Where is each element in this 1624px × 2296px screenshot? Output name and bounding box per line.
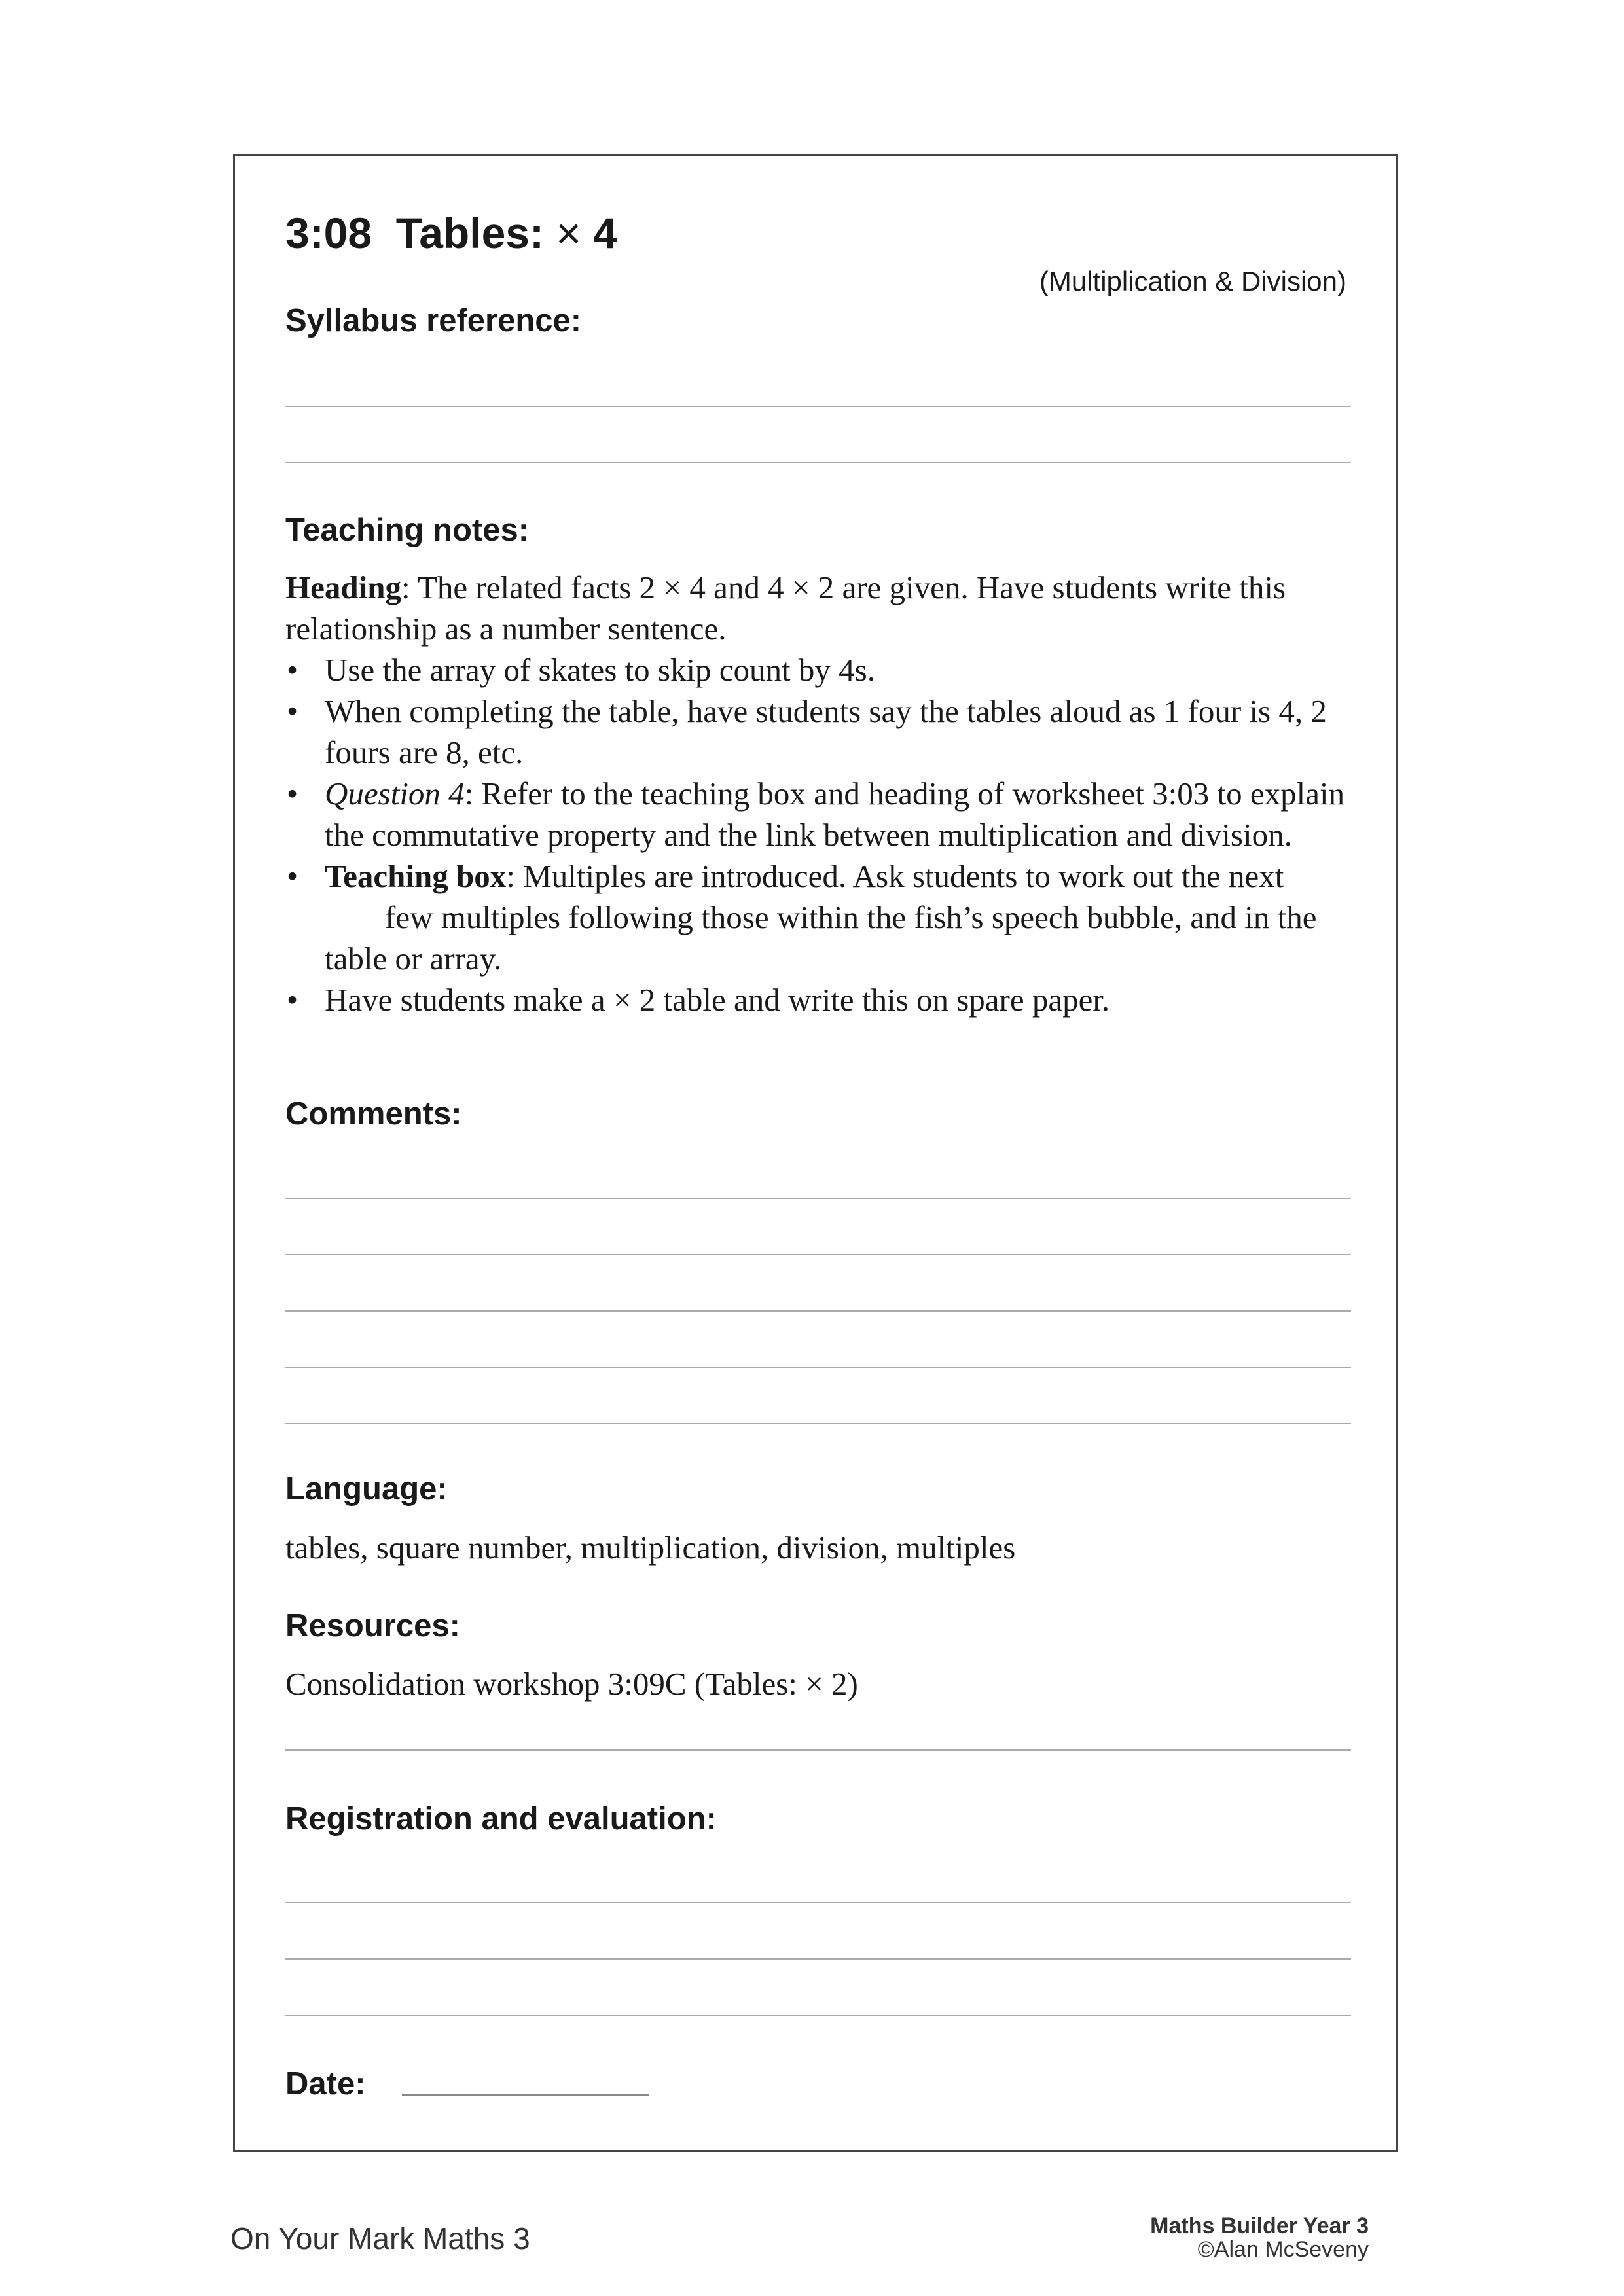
question-label: Question 4 xyxy=(325,776,465,812)
registration-line-3 xyxy=(285,2015,1351,2016)
footer-credit xyxy=(1150,2214,1369,2261)
syllabus-line-2 xyxy=(285,462,1351,463)
title-topic: Tables: xyxy=(395,209,544,257)
list-item xyxy=(285,649,1359,691)
bullet-text: : Multiples are introduced. Ask students to work out the next xyxy=(506,858,1284,894)
title-value: 4 xyxy=(593,209,617,257)
comments-line-4 xyxy=(285,1367,1351,1368)
page-title xyxy=(285,208,617,258)
bullet-text: : Refer to the teaching box and heading of worksheet 3:03 to explain the commutative property and the link between multiplication and division. xyxy=(325,776,1345,853)
bullet-text: few multiples following those within the fish’s speech bubble, and in the xyxy=(385,899,1317,935)
comments-line-5 xyxy=(285,1423,1351,1424)
comments-line-3 xyxy=(285,1310,1351,1312)
registration-line-2 xyxy=(285,1958,1351,1960)
resources-text: Consolidation workshop 3:09C (Tables: × 2) xyxy=(285,1666,858,1702)
bullet-text: Use the array of skates to skip count by 4s. xyxy=(325,652,875,688)
syllabus-heading: Syllabus reference: xyxy=(285,303,582,338)
strand-label: (Multiplication & Division) xyxy=(1039,266,1346,296)
footer-series: On Your Mark Maths 3 xyxy=(230,2221,530,2255)
bullet-text: table or array. xyxy=(325,941,502,977)
registration-heading: Registration and evaluation: xyxy=(285,1801,717,1837)
date-field-line xyxy=(402,2094,649,2096)
registration-line-1 xyxy=(285,1902,1351,1903)
title-number: 3:08 xyxy=(285,209,372,257)
date-label: Date: xyxy=(285,2066,366,2102)
teaching-notes-heading: Teaching notes: xyxy=(285,512,530,548)
language-text: tables, square number, multiplication, division, multiples xyxy=(285,1530,1016,1566)
syllabus-line-1 xyxy=(285,406,1351,407)
notes-list xyxy=(285,649,1359,1020)
resources-line xyxy=(285,1749,1351,1751)
teaching-box-label: Teaching box xyxy=(325,858,507,894)
teaching-notes xyxy=(285,567,1359,1020)
heading-label: Heading xyxy=(285,569,401,605)
heading-text: : The related facts 2 × 4 and 4 × 2 are given. Have students write this relationship as a number sentence. xyxy=(285,569,1286,647)
list-item xyxy=(285,773,1359,855)
footer-book-title: Maths Builder Year 3 xyxy=(1150,2214,1369,2238)
list-item xyxy=(285,691,1359,773)
resources-heading: Resources: xyxy=(285,1608,460,1643)
comments-heading: Comments: xyxy=(285,1096,462,1132)
notes-heading-paragraph xyxy=(285,567,1359,649)
bullet-text: Have students make a × 2 table and write this on spare paper. xyxy=(325,982,1110,1018)
language-heading: Language: xyxy=(285,1471,448,1507)
bullet-text: When completing the table, have students say the tables aloud as 1 four is 4, 2 fours are 8, etc. xyxy=(325,693,1327,770)
title-symbol: × xyxy=(556,209,581,257)
comments-line-2 xyxy=(285,1254,1351,1255)
worksheet-frame xyxy=(233,154,1398,2152)
comments-line-1 xyxy=(285,1198,1351,1199)
list-item xyxy=(285,979,1359,1020)
footer-copyright: ©Alan McSeveny xyxy=(1197,2237,1369,2262)
list-item xyxy=(285,855,1359,979)
